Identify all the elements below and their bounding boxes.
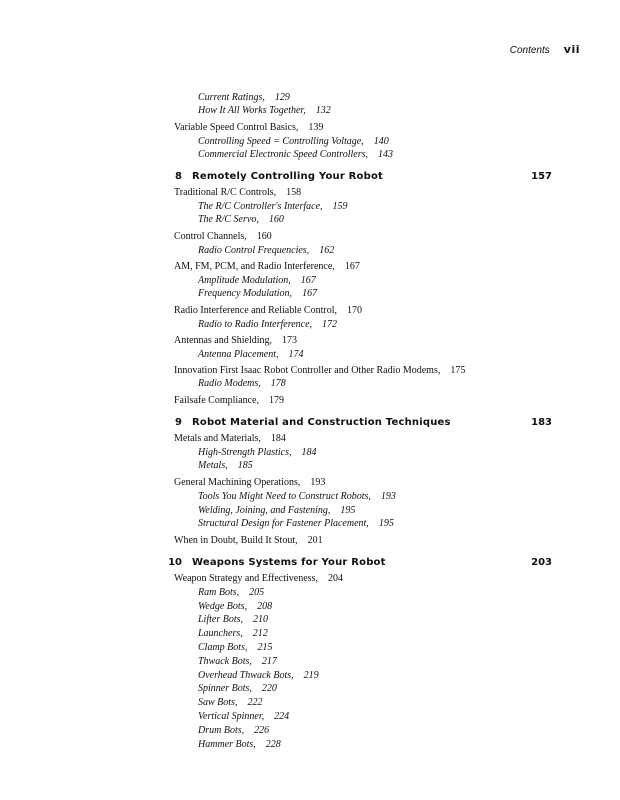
running-head-page-number: vii bbox=[563, 43, 580, 56]
entry-title: Antennas and Shielding, bbox=[174, 335, 273, 346]
entry-title: General Machining Operations, bbox=[174, 477, 301, 488]
entry-page-number: 224 bbox=[274, 711, 290, 722]
entry-page-number: 178 bbox=[270, 378, 286, 389]
toc-subsection-entry bbox=[198, 349, 304, 361]
entry-page-number: 184 bbox=[270, 433, 286, 444]
entry-page-number: 217 bbox=[261, 656, 277, 667]
toc-subsection-entry bbox=[198, 739, 281, 751]
entry-page-number: 205 bbox=[249, 587, 265, 598]
toc-subsection-entry bbox=[198, 642, 272, 654]
toc-section-entry bbox=[174, 433, 286, 445]
toc-subsection-entry bbox=[198, 505, 355, 517]
entry-page-number: 193 bbox=[380, 491, 396, 502]
entry-page-number: 179 bbox=[268, 395, 284, 406]
toc-subsection-entry bbox=[198, 614, 268, 626]
toc-subsection-entry bbox=[198, 725, 269, 737]
entry-page-number: 184 bbox=[301, 447, 317, 458]
toc-section-entry bbox=[174, 535, 323, 547]
chapter-number: 10 bbox=[168, 557, 182, 568]
chapter-page-number: 203 bbox=[531, 557, 552, 568]
entry-page-number: 220 bbox=[261, 683, 277, 694]
toc-subsection-entry bbox=[198, 491, 396, 503]
entry-page-number: 208 bbox=[257, 601, 273, 612]
toc-section-entry bbox=[174, 477, 325, 489]
toc-subsection-entry bbox=[198, 587, 264, 599]
entry-page-number: 195 bbox=[378, 518, 394, 529]
toc-subsection-entry bbox=[198, 245, 334, 257]
chapter-number: 8 bbox=[175, 171, 182, 182]
entry-title: Amplitude Modulation, bbox=[198, 275, 291, 286]
entry-page-number: 222 bbox=[247, 697, 263, 708]
entry-title: Control Channels, bbox=[174, 231, 247, 242]
entry-title: Hammer Bots, bbox=[198, 739, 256, 750]
toc-section-entry bbox=[174, 305, 362, 317]
entry-page-number: 201 bbox=[307, 535, 323, 546]
entry-page-number: 159 bbox=[332, 201, 348, 212]
toc-subsection-entry bbox=[198, 378, 286, 390]
entry-title: Radio Control Frequencies, bbox=[198, 245, 310, 256]
toc-subsection-entry bbox=[198, 711, 289, 723]
entry-page-number: 204 bbox=[327, 573, 343, 584]
entry-title: Overhead Thwack Bots, bbox=[198, 670, 294, 681]
entry-title: Wedge Bots, bbox=[198, 601, 248, 612]
entry-title: Failsafe Compliance, bbox=[174, 395, 259, 406]
entry-title: Radio to Radio Interference, bbox=[198, 319, 313, 330]
entry-page-number: 215 bbox=[257, 642, 273, 653]
toc-subsection-entry bbox=[198, 288, 317, 300]
entry-title: The R/C Controller's Interface, bbox=[198, 201, 323, 212]
toc-subsection-entry bbox=[198, 136, 389, 148]
entry-page-number: 193 bbox=[310, 477, 326, 488]
entry-page-number: 185 bbox=[237, 460, 253, 471]
entry-title: Structural Design for Fastener Placement, bbox=[198, 518, 369, 529]
toc-section-entry bbox=[174, 261, 360, 273]
entry-page-number: 172 bbox=[322, 319, 338, 330]
chapter-heading bbox=[166, 171, 552, 183]
entry-page-number: 170 bbox=[347, 305, 362, 316]
entry-page-number: 160 bbox=[268, 214, 284, 225]
entry-page-number: 219 bbox=[303, 670, 319, 681]
entry-page-number: 162 bbox=[319, 245, 335, 256]
entry-title: How It All Works Together, bbox=[198, 105, 306, 116]
entry-page-number: 160 bbox=[256, 231, 272, 242]
entry-page-number: 139 bbox=[308, 122, 324, 133]
entry-page-number: 140 bbox=[373, 136, 389, 147]
toc-subsection-entry bbox=[198, 201, 348, 213]
toc-section-entry bbox=[174, 365, 465, 377]
entry-title: Thwack Bots, bbox=[198, 656, 252, 667]
entry-page-number: 212 bbox=[252, 628, 268, 639]
entry-page-number: 195 bbox=[340, 505, 356, 516]
toc-subsection-entry bbox=[198, 149, 393, 161]
entry-title: Radio Interference and Reliable Control, bbox=[174, 305, 337, 316]
toc-section-entry bbox=[174, 231, 272, 243]
toc-subsection-entry bbox=[198, 628, 268, 640]
entry-title: Launchers, bbox=[198, 628, 243, 639]
chapter-heading bbox=[166, 557, 552, 569]
chapter-number: 9 bbox=[175, 417, 182, 428]
chapter-page-number: 157 bbox=[531, 171, 552, 182]
entry-page-number: 210 bbox=[253, 614, 269, 625]
entry-page-number: 132 bbox=[315, 105, 331, 116]
toc-subsection-entry bbox=[198, 518, 394, 530]
entry-title: Traditional R/C Controls, bbox=[174, 187, 277, 198]
chapter-title: Robot Material and Construction Techniques bbox=[192, 417, 451, 428]
entry-title: Weapon Strategy and Effectiveness, bbox=[174, 573, 318, 584]
toc-subsection-entry bbox=[198, 601, 272, 613]
entry-page-number: 175 bbox=[450, 365, 466, 376]
toc-subsection-entry bbox=[198, 105, 331, 117]
entry-title: Metals, bbox=[198, 460, 228, 471]
toc-section-entry bbox=[174, 395, 284, 407]
entry-page-number: 167 bbox=[344, 261, 360, 272]
toc-section-entry bbox=[174, 335, 297, 347]
entry-title: Frequency Modulation, bbox=[198, 288, 293, 299]
entry-page-number: 143 bbox=[377, 149, 393, 160]
entry-title: Ram Bots, bbox=[198, 587, 240, 598]
entry-title: Spinner Bots, bbox=[198, 683, 252, 694]
entry-title: High-Strength Plastics, bbox=[198, 447, 292, 458]
toc-section-entry bbox=[174, 122, 323, 134]
entry-page-number: 167 bbox=[300, 275, 316, 286]
entry-title: Current Ratings, bbox=[198, 92, 265, 103]
entry-title: The R/C Servo, bbox=[198, 214, 259, 225]
entry-title: Controlling Speed = Controlling Voltage, bbox=[198, 136, 364, 147]
entry-page-number: 167 bbox=[302, 288, 318, 299]
entry-title: Radio Modems, bbox=[198, 378, 261, 389]
running-head-label: Contents bbox=[509, 45, 550, 56]
entry-page-number: 174 bbox=[288, 349, 304, 360]
entry-page-number: 129 bbox=[274, 92, 290, 103]
chapter-title: Weapons Systems for Your Robot bbox=[192, 557, 386, 568]
entry-title: Saw Bots, bbox=[198, 697, 238, 708]
entry-title: Drum Bots, bbox=[198, 725, 245, 736]
entry-title: Metals and Materials, bbox=[174, 433, 261, 444]
toc-subsection-entry bbox=[198, 670, 319, 682]
toc-subsection-entry bbox=[198, 447, 317, 459]
entry-title: Antenna Placement, bbox=[198, 349, 279, 360]
chapter-heading bbox=[166, 417, 552, 429]
entry-page-number: 226 bbox=[254, 725, 270, 736]
entry-title: Clamp Bots, bbox=[198, 642, 248, 653]
toc-subsection-entry bbox=[198, 214, 284, 226]
entry-page-number: 228 bbox=[265, 739, 281, 750]
entry-title: Commercial Electronic Speed Controllers, bbox=[198, 149, 368, 160]
chapter-page-number: 183 bbox=[531, 417, 552, 428]
entry-title: AM, FM, PCM, and Radio Interference, bbox=[174, 261, 335, 272]
toc-subsection-entry bbox=[198, 460, 253, 472]
toc-subsection-entry bbox=[198, 656, 277, 668]
chapter-title: Remotely Controlling Your Robot bbox=[192, 171, 384, 182]
entry-title: Welding, Joining, and Fastening, bbox=[198, 505, 331, 516]
toc-subsection-entry bbox=[198, 92, 290, 104]
toc-subsection-entry bbox=[198, 697, 262, 709]
toc-subsection-entry bbox=[198, 683, 277, 695]
entry-title: Variable Speed Control Basics, bbox=[174, 122, 299, 133]
entry-title: Vertical Spinner, bbox=[198, 711, 265, 722]
entry-page-number: 173 bbox=[282, 335, 298, 346]
toc-subsection-entry bbox=[198, 319, 337, 331]
toc-subsection-entry bbox=[198, 275, 316, 287]
entry-page-number: 158 bbox=[286, 187, 302, 198]
entry-title: Innovation First Isaac Robot Controller and Other Radio Modems, bbox=[174, 365, 441, 376]
entry-title: When in Doubt, Build It Stout, bbox=[174, 535, 298, 546]
entry-title: Lifter Bots, bbox=[198, 614, 244, 625]
toc-section-entry bbox=[174, 573, 343, 585]
toc-section-entry bbox=[174, 187, 301, 199]
entry-title: Tools You Might Need to Construct Robots, bbox=[198, 491, 371, 502]
